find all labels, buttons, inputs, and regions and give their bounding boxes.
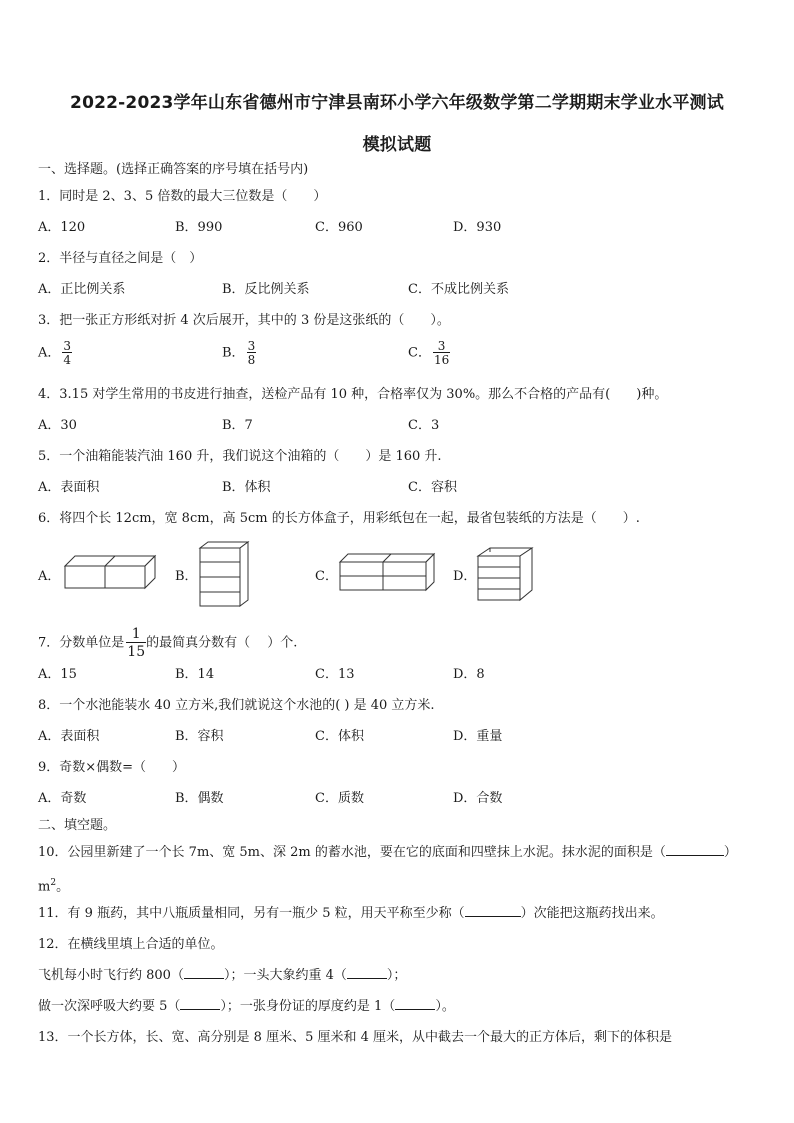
question-6: 6．将四个长 12cm，宽 8cm，高 5cm 的长方体盒子，用彩纸包在一起，最省包装纸的方法是（ ）. (38, 511, 640, 526)
q3-option-a-label: A． (38, 345, 61, 361)
q9-option-a: A．奇数 (38, 791, 87, 806)
question-8: 8．一个水池能装水 40 立方米,我们就说这个水池的( ) 是 40 立方米. (38, 698, 435, 713)
q2-option-c: C．不成比例关系 (408, 282, 509, 297)
q6-option-c-box-figure (338, 552, 438, 592)
q3-option-b (222, 340, 256, 366)
q5-option-b: B．体积 (222, 480, 271, 495)
q6-option-a-box-figure (60, 552, 160, 592)
q5-option-c: C．容积 (408, 480, 457, 495)
q7-option-b: B．14 (175, 667, 215, 682)
question-2: 2．半径与直径之间是（ ） (38, 251, 203, 266)
q8-option-c: C．体积 (315, 729, 364, 744)
question-4: 4．3.15 对学生常用的书皮进行抽查，送检产品有 10 种，合格率仅为 30%。那么不合格的产品有( )种。 (38, 387, 668, 402)
q7-option-d: D．8 (453, 667, 485, 682)
q7-option-c: C．13 (315, 667, 355, 682)
question-10-unit: $m^2$。 (38, 878, 70, 895)
page-title: 2022-2023学年山东省德州市宁津县南环小学六年级数学第二学期期末学业水平测试 (70, 93, 724, 113)
q7-option-a: A．15 (38, 667, 77, 682)
section-2-heading: 二、填空题。 (38, 818, 117, 833)
q5-option-a: A．表面积 (38, 480, 100, 495)
q6-option-b-label: B． (175, 569, 198, 584)
q2-option-a: A．正比例关系 (38, 282, 126, 297)
answer-blank[interactable] (347, 978, 387, 979)
q8-option-a: A．表面积 (38, 729, 100, 744)
fraction: $\frac{3}{4}$ (63, 339, 72, 367)
question-11: 11．有 9 瓶药，其中八瓶质量相同，另有一瓶少 5 粒，用天平称至少称（ ）次能把这瓶药找出来。 (38, 906, 664, 921)
q3-option-c-label: C． (408, 345, 431, 361)
q3-option-b-label: B． (222, 345, 245, 361)
q9-option-d: D．合数 (453, 791, 503, 806)
answer-blank[interactable] (666, 855, 724, 856)
answer-blank[interactable] (465, 916, 521, 917)
q1-option-d: D．930 (453, 220, 502, 235)
fraction: $\frac{3}{8}$ (247, 339, 256, 367)
q8-option-d: D．重量 (453, 729, 503, 744)
fraction: $\frac{1}{15}$ (127, 626, 146, 660)
q6-option-d-label: D． (453, 569, 477, 584)
q4-option-b: B．7 (222, 418, 253, 433)
q2-option-b: B．反比例关系 (222, 282, 310, 297)
question-1: 1．同时是 2、3、5 倍数的最大三位数是（ ） (38, 189, 327, 204)
question-3: 3．把一张正方形纸对折 4 次后展开，其中的 3 份是这张纸的（ ）。 (38, 313, 450, 328)
q4-option-c: C．3 (408, 418, 440, 433)
answer-blank[interactable] (184, 978, 224, 979)
q6-option-a-label: A． (38, 569, 61, 584)
section-1-heading: 一、选择题。(选择正确答案的序号填在括号内) (38, 162, 309, 177)
question-10: 10．公园里新建了一个长 7m、宽 5m、深 2m 的蓄水池，要在它的底面和四壁抹上水泥。抹水泥的面积是（ ） (38, 845, 737, 860)
q3-option-c (408, 340, 450, 366)
q6-option-d-box-figure (476, 546, 536, 604)
q9-option-b: B．偶数 (175, 791, 224, 806)
answer-blank[interactable] (180, 1009, 220, 1010)
q1-option-a: A．120 (38, 220, 86, 235)
q6-option-b-box-figure (198, 540, 250, 610)
q4-option-a: A．30 (38, 418, 77, 433)
question-12-line-2: 做一次深呼吸大约要 5（ ）；一张身份证的厚度约是 1（ ）。 (38, 999, 455, 1014)
question-9: 9．奇数×偶数=（ ） (38, 760, 186, 775)
question-5: 5．一个油箱能装汽油 160 升，我们说这个油箱的（ ）是 160 升. (38, 449, 442, 464)
answer-blank[interactable] (395, 1009, 435, 1010)
q3-option-a (38, 340, 72, 366)
page-title-line2: 模拟试题 (362, 135, 432, 155)
fraction: $\frac{3}{16}$ (433, 339, 450, 367)
q1-option-b: B．990 (175, 220, 223, 235)
question-12: 12．在横线里填上合适的单位。 (38, 937, 224, 952)
question-13: 13．一个长方体，长、宽、高分别是 8 厘米、5 厘米和 4 厘米，从中截去一个最大的正方体后，剩下的体积是 (38, 1030, 673, 1045)
q1-option-c: C．960 (315, 220, 363, 235)
question-12-line-1: 飞机每小时飞行约 800（ ）；一头大象约重 4（ ）； (38, 968, 407, 983)
question-7: 7．分数单位是 $\frac{1}{15}$ 的最简真分数有（ ）个. (38, 626, 298, 660)
q9-option-c: C．质数 (315, 791, 364, 806)
q8-option-b: B．容积 (175, 729, 224, 744)
q6-option-c-label: C． (315, 569, 338, 584)
